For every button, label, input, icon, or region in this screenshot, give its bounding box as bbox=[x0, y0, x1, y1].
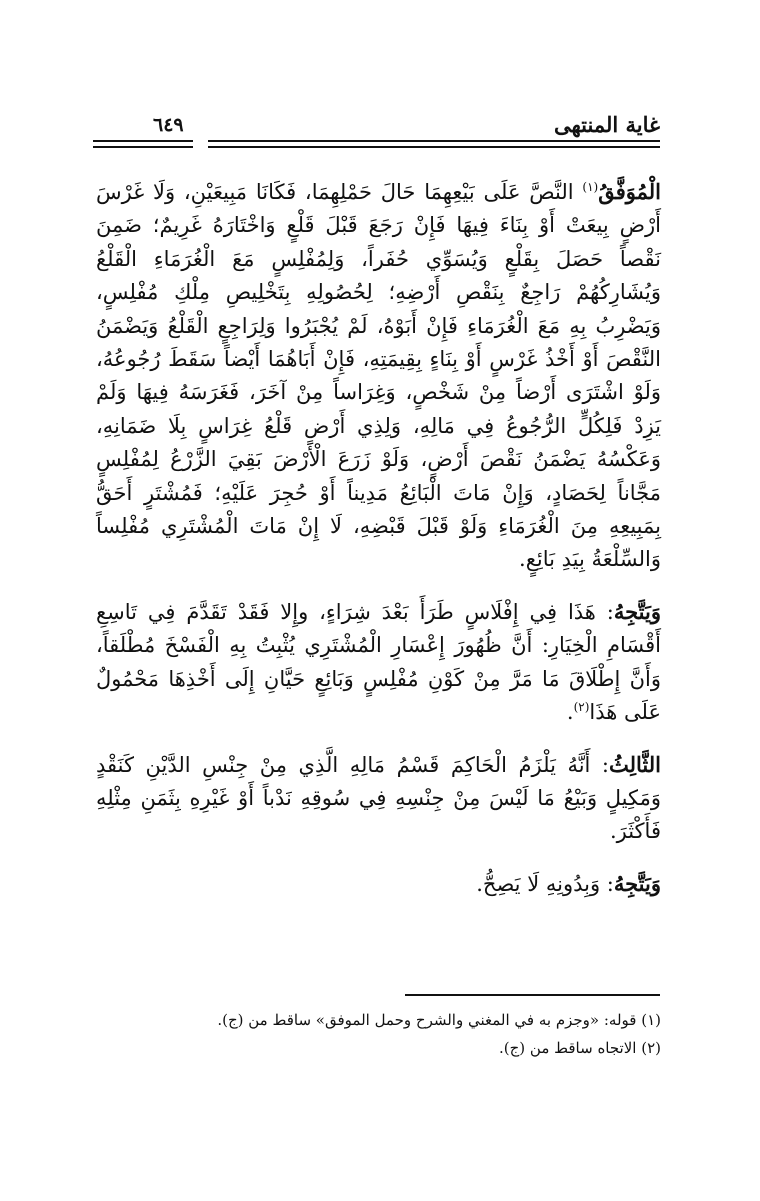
header-rule-left bbox=[93, 140, 193, 148]
paragraph-lead: الثَّالِثُ bbox=[609, 751, 661, 777]
header-rule-right bbox=[208, 140, 660, 148]
footnote-1: (١) قوله: «وجزم به في المغني والشرح وحمل الموفق» ساقط من (ج). bbox=[217, 1011, 661, 1029]
footnotes bbox=[96, 1006, 661, 1062]
paragraph-text: : هَذَا فِي إِفْلَاسٍ طَرَأَ بَعْدَ شِرَاءٍ، وإِلا فَقَدْ تَقَدَّمَ فِي تَاسِعِ أَقْسَامِ الْخِيَارِ: أَنَّ ظُهُورَ إِعْسَارِ الْمُشْتَرِي يُثْبِتُ بِهِ الْفَسْخَ مُطْلَقاً، وَأَنَّ إِطْلَاقَ مَا مَرَّ مِنْ كَوْنِ مُفْلِسٍ وَبَائِعٍ حَيَّانِ إِلَى أَخْذِهَا مَحْمُولٌ عَلَى هَذَا bbox=[96, 599, 661, 725]
paragraph-2 bbox=[96, 595, 661, 730]
running-title: غاية المنتهى bbox=[553, 112, 660, 137]
page-number: ٦٤٩ bbox=[153, 114, 184, 136]
page-header bbox=[93, 112, 660, 148]
footnote-marker: (١) bbox=[582, 180, 599, 194]
paragraph-1 bbox=[96, 175, 661, 577]
paragraph-3 bbox=[96, 748, 661, 849]
paragraph-text: : وَبِدُونِهِ لَا يَصِحُّ. bbox=[476, 871, 614, 896]
paragraph-4 bbox=[96, 867, 661, 901]
paragraph-lead: وَيَتَّجِهُ bbox=[613, 598, 661, 624]
paragraph-text: النَّصَّ عَلَى بَيْعِهِمَا حَالَ حَمْلِهِمَا، فَكَانَا مَبِيعَيْنِ، وَلَا غَرْسَ أَرْضٍ بِيعَتْ أَوْ بِنَاءَ فِيهَا فَإِنْ رَجَعَ قَبْلَ قَلْعٍ وَاخْتَارَهُ غَرِيمٌ؛ ضَمِنَ نَقْصاً حَصَلَ بِقَلْعٍ وَيُسَوِّي حُفَراً، وَلِمُفْلِسٍ مَعَ الْغُرَمَاءِ الْقَلْعُ وَيُشَارِكُهُمْ رَاجِعٌ بِنَقْصِ أَرْضِهِ؛ لِحُصُولِهِ بِتَخْلِيصِ مِلْكِ مُفْلِسٍ، وَيَضْرِبُ بِهِ مَعَ الْغُرَمَاءِ فَإِنْ أَبَوْهُ، لَمْ يُجْبَرُوا وَلِرَاجِعٍ الْقَلْعُ وَيَضْمَنُ النَّقْصَ أَوْ أَخْذُ غَرْسٍ أَوْ بِنَاءٍ بِقِيمَتِهِ، فَإِنْ أَبَاهُمَا أَيْضاً سَقَطَ رُجُوعُهُ، وَلَوْ اشْتَرَى أَرْضاً مِنْ شَخْصٍ، وَغِرَاساً مِنْ آخَرَ، فَغَرَسَهُ فِيهَا وَلَمْ يَزِدْ فَلِكُلٍّ الرُّجُوعُ فِي مَالِهِ، وَلِذِي أَرْضٍ قَلْعُ غِرَاسٍ بِلَا ضَمَانِهِ، وَعَكْسُهُ يَضْمَنُ نَقْصَ أَرْضٍ، وَلَوْ زَرَعَ الْأَرْضَ بَقِيَ الزَّرْعُ لِمُفْلِسٍ مَجَّاناً لِحَصَادٍ، وَإِنْ مَاتَ الْبَائِعُ مَدِيناً أَوْ حُجِرَ عَلَيْهِ؛ فَمُشْتَرٍ أَحَقُّ بِمَبِيعِهِ مِنَ الْغُرَمَاءِ وَلَوْ قَبْلَ قَبْضِهِ، لَا إِنْ مَاتَ الْمُشْتَرِي مُفْلِساً وَالسِّلْعَةُ بِيَدِ بَائِعٍ. bbox=[96, 180, 661, 572]
main-text bbox=[96, 175, 661, 919]
paragraph-lead: وَيَتَّجِهُ bbox=[613, 870, 661, 896]
paragraph-lead: الْمُوَفَّقُ bbox=[598, 179, 661, 204]
paragraph-tail: . bbox=[566, 700, 574, 725]
footnote-2: (٢) الاتجاه ساقط من (ج). bbox=[498, 1039, 661, 1057]
footnote-marker: (٢) bbox=[573, 700, 590, 715]
footnote-separator bbox=[405, 994, 660, 996]
paragraph-text: : أَنَّهُ يَلْزَمُ الْحَاكِمَ قَسْمُ مَالِهِ الَّذِي مِنْ جِنْسِ الدَّيْنِ كَنَقْدٍ وَمَكِيلٍ وَبَيْعُ مَا لَيْسَ مِنْ جِنْسِهِ فِي سُوقِهِ نَدْباً أَوْ غَيْرِهِ بِثَمَنِ مِثْلِهِ فَأَكْثَرَ. bbox=[96, 752, 661, 844]
